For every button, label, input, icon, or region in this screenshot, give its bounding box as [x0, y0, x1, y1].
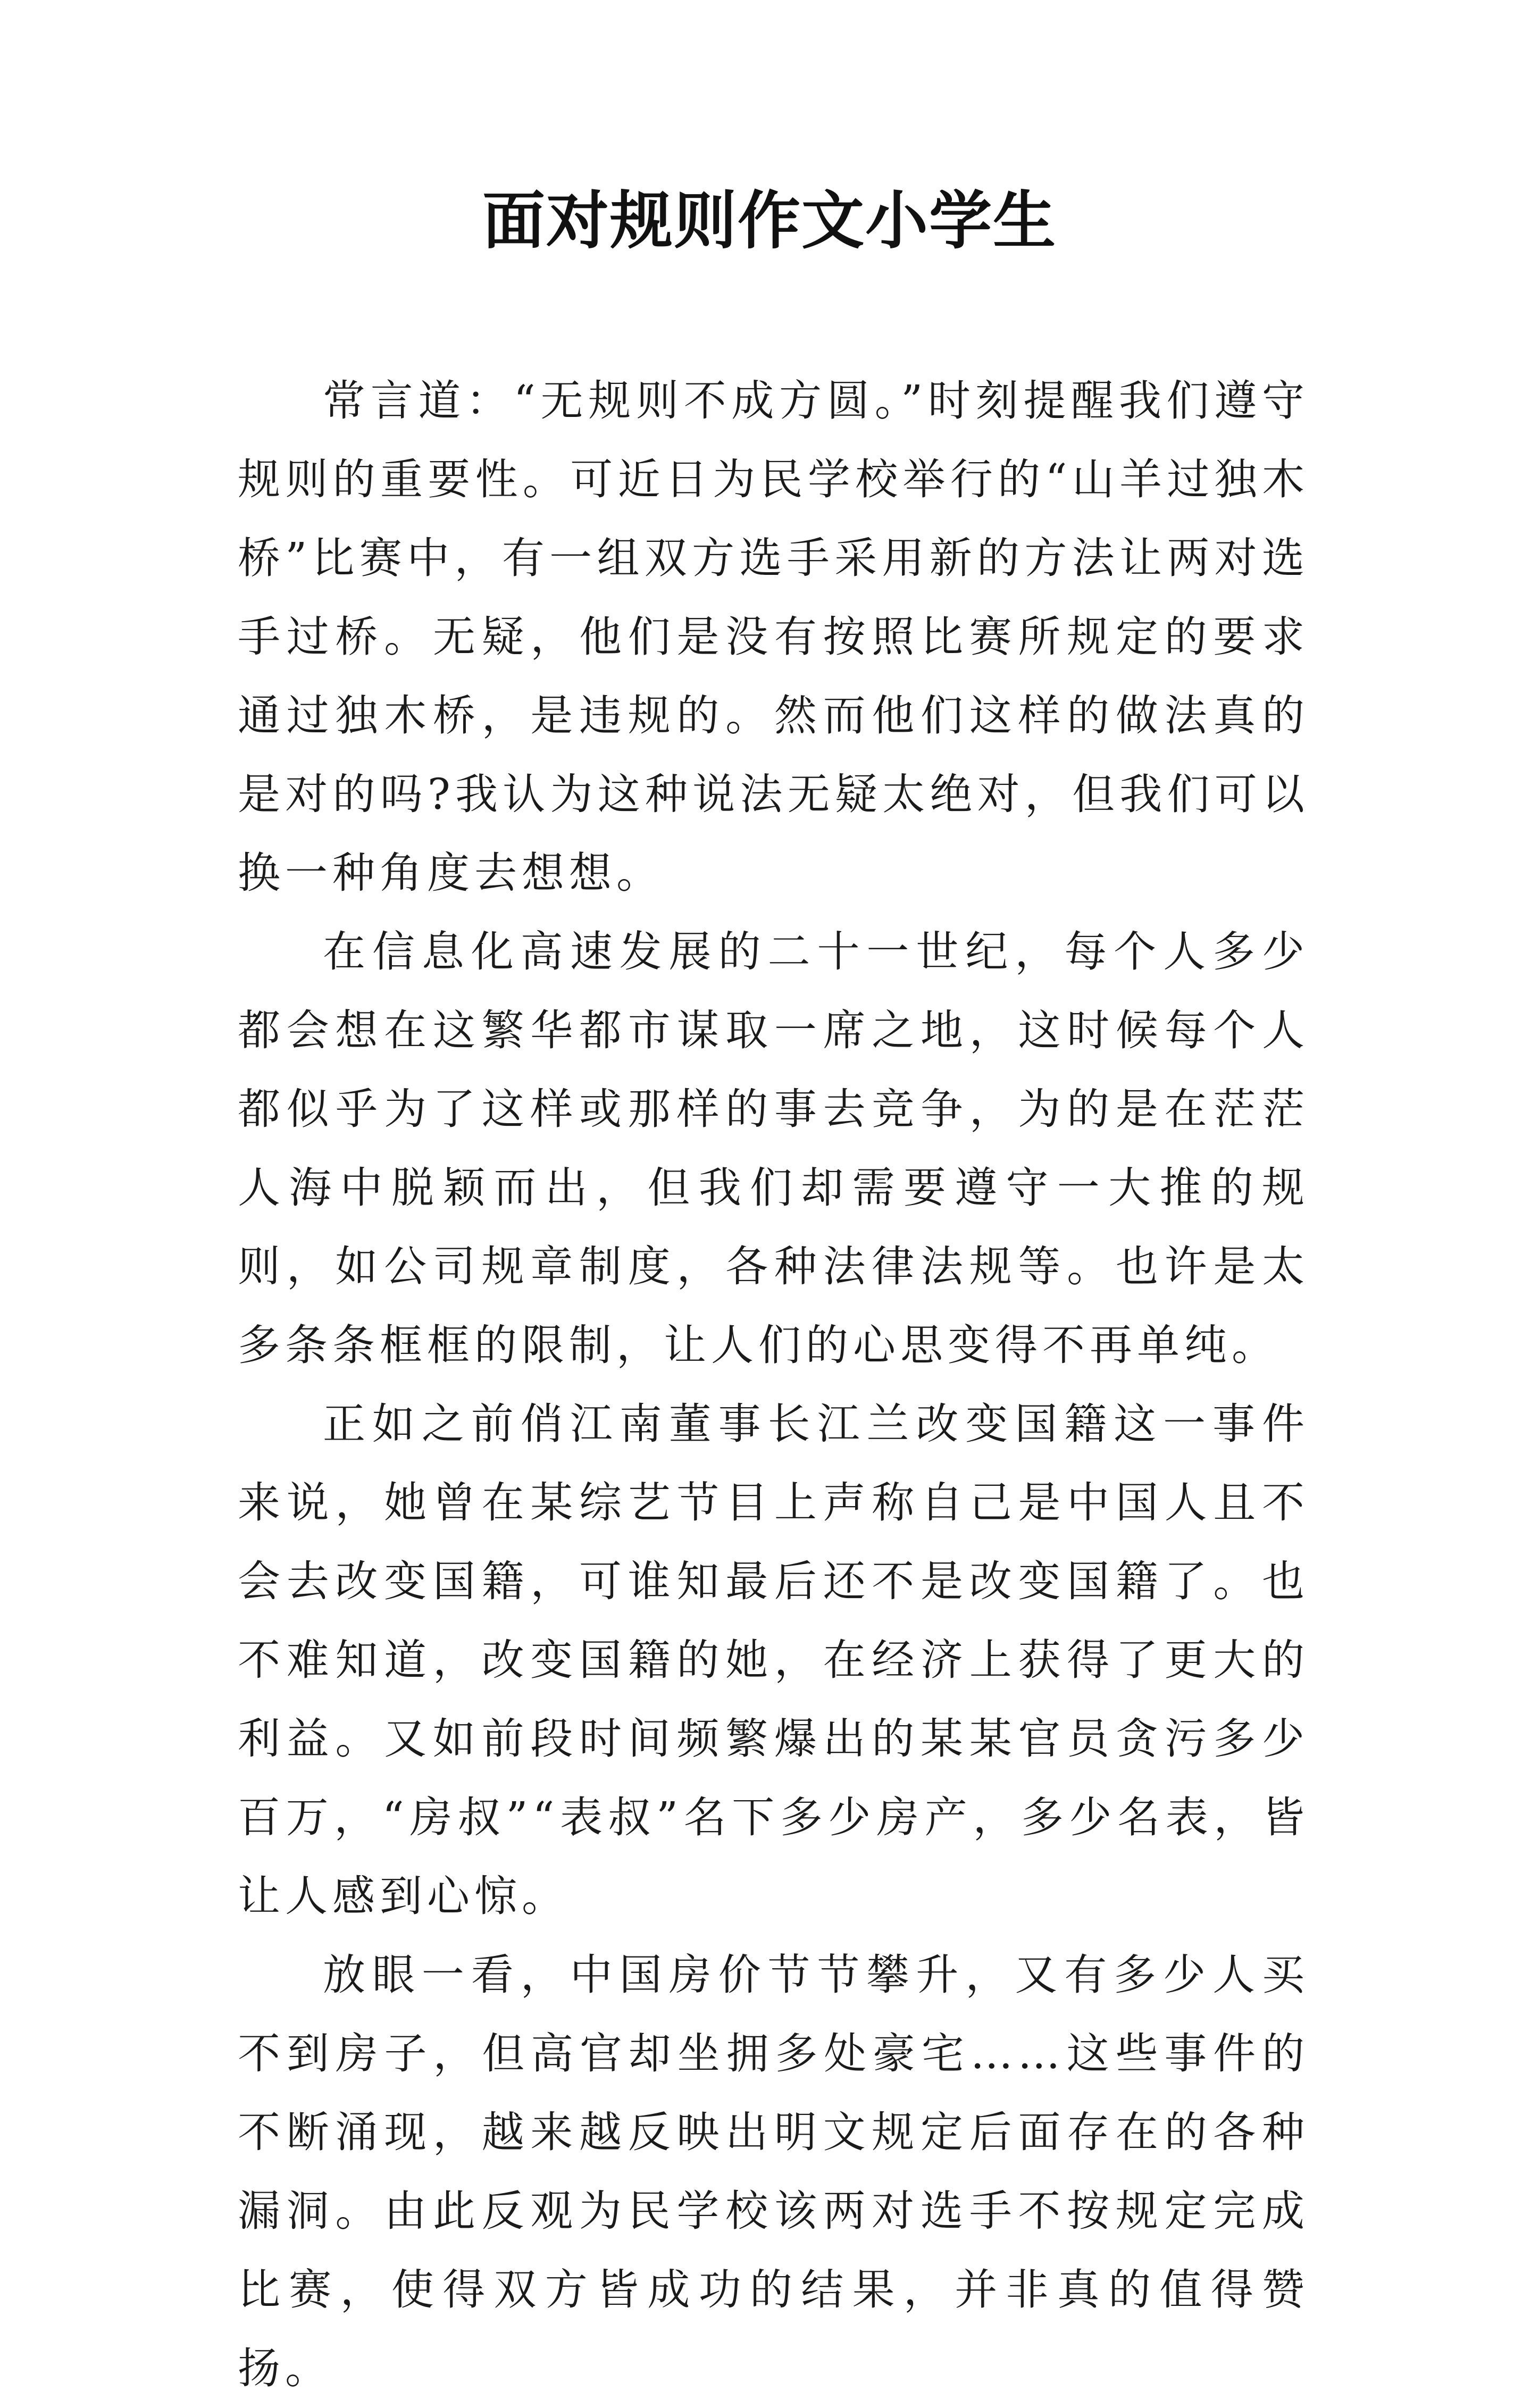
paragraph-4: 放眼一看，中国房价节节攀升，又有多少人买不到房子，但高官却坐拥多处豪宅……这些事件的不断涌现，越来越反映出明文规定后面存在的各种漏洞。由此反观为民学校该两对选手不按规定完成比赛，使得双方皆成功的结果，并非真的值得赞扬。 [238, 1950, 1309, 2393]
paragraph-3: 正如之前俏江南董事长江兰改变国籍这一事件来说，她曾在某综艺节目上声称自己是中国人且不会去改变国籍，可谁知最后还不是改变国籍了。也不难知道，改变国籍的她，在经济上获得了更大的利益。又如前段时间频繁爆出的某某官员贪污多少百万，“房叔”“表叔”名下多少房产，多少名表，皆让人感到心惊。 [238, 1399, 1309, 1921]
paragraph-1: 常言道：“无规则不成方圆。”时刻提醒我们遵守规则的重要性。可近日为民学校举行的“山羊过独木桥”比赛中，有一组双方选手采用新的方法让两对选手过桥。无疑，他们是没有按照比赛所规定的要求通过独木桥，是违规的。然而他们这样的做法真的是对的吗?我认为这种说法无疑太绝对，但我们可以换一种角度去想想。 [238, 376, 1309, 898]
page-title: 面对规则作文小学生 [482, 183, 1057, 257]
essay-body [238, 362, 1309, 2408]
paragraph-2: 在信息化高速发展的二十一世纪，每个人多少都会想在这繁华都市谋取一席之地，这时候每个人都似乎为了这样或那样的事去竞争，为的是在茫茫人海中脱颖而出，但我们却需要遵守一大推的规则，如公司规章制度，各种法律法规等。也许是太多条条框框的限制，让人们的心思变得不再单纯。 [238, 927, 1309, 1370]
